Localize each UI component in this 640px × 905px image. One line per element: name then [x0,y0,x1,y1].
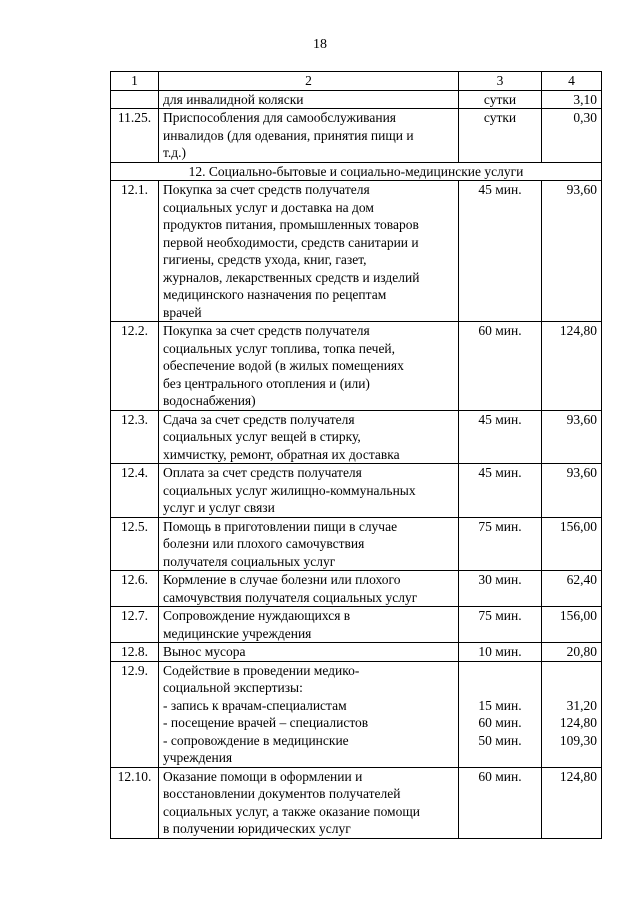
price-value: 93,60 [542,410,602,464]
text-line: Кормление в случае болезни или плохого [163,572,401,587]
text-line: Сдача за счет средств получателя [163,411,355,427]
text-line: медицинского назначения по рецептам [163,287,387,302]
tariff-table [110,71,602,839]
price-value: 156,00 [542,517,602,571]
text-line: Покупка за счет средств получателя [163,182,370,197]
text-line: социальных услуг, а также оказание помощи [163,803,420,819]
table-row [111,607,602,643]
row-number: 12.7. [111,607,159,643]
text-line: Покупка за счет средств получателя [163,323,370,338]
service-name [159,410,459,464]
duration-unit: 60 мин. [459,322,542,411]
text-line: гигиены, средств ухода, книг, газет, [163,252,367,267]
row-number: 12.2. [111,322,159,411]
table-row [111,643,602,662]
text-line: т.д.) [163,145,186,160]
column-header-3: 3 [459,72,542,91]
row-number: 12.4. [111,464,159,518]
text-line: социальных услуг вещей в стирку, [163,429,361,444]
text-line: Приспособления для самообслуживания [163,110,397,125]
service-name [159,322,459,411]
row-number: 12.5. [111,517,159,571]
table-row [111,181,602,322]
text-line: учреждения [163,750,233,765]
price-value: 3,10 [542,90,602,109]
duration-unit: 10 мин. [459,643,542,662]
duration-unit: 75 мин. [459,517,542,571]
text-line: Содействие в проведении медико- [163,662,360,678]
text-line: социальной экспертизы: [163,680,303,695]
table-header-row [111,72,602,91]
service-name [159,571,459,607]
service-name [159,661,459,767]
text-line: болезни или плохого самочувствия [163,536,365,551]
table-row-11-25 [111,109,602,163]
row-number: 11.25. [111,109,159,163]
duration-unit: сутки [459,90,542,109]
service-name [159,464,459,518]
text-line: получателя социальных услуг [163,553,336,569]
service-name [159,767,459,838]
price-value: 93,60 [542,464,602,518]
duration-unit: 45 мин. [459,410,542,464]
text-line: продуктов питания, промышленных товаров [163,217,419,232]
text-line: водоснабжения) [163,393,256,408]
text-line: первой необходимости, средств санитарии и [163,234,419,250]
sub-item-price: 124,80 [559,715,597,730]
column-header-2: 2 [159,72,459,91]
text-line: журналов, лекарственных средств и изделий [163,269,420,285]
service-name [159,517,459,571]
row-number: 12.9. [111,661,159,767]
sub-item-label: - запись к врачам-специалистам [163,697,347,713]
text-line: социальных услуг и доставка на дом [163,199,374,215]
text-line: обеспечение водой (в жилых помещениях [163,358,404,373]
text-line: самочувствия получателя социальных услуг [163,589,418,605]
row-number [111,90,159,109]
section-row [111,162,602,181]
text-line: химчистку, ремонт, обратная их доставка [163,446,400,462]
row-number: 12.10. [111,767,159,838]
text-line: восстановлении документов получателей [163,786,401,801]
price-value: 124,80 [542,767,602,838]
duration-unit: сутки [459,109,542,163]
text-line: социальных услуг жилищно-коммунальных [163,482,416,498]
text-line: Оплата за счет средств получателя [163,465,362,480]
section-heading: 12. Социально-бытовые и социально-медицинские услуги [111,162,602,181]
text-line: Сопровождение нуждающихся в [163,608,351,623]
price-value: 62,40 [542,571,602,607]
text-line: услуг и услуг связи [163,500,275,515]
text-line: для инвалидной коляски [163,91,304,107]
table-row-12-10 [111,767,602,838]
duration-unit: 45 мин. [459,181,542,322]
row-number: 12.3. [111,410,159,464]
line-spacer [463,662,537,680]
sub-item-label: - посещение врачей – специалистов [163,715,369,730]
service-name [159,90,459,109]
table-row [111,410,602,464]
line-spacer [546,679,597,697]
duration-unit: 30 мин. [459,571,542,607]
price-value: 0,30 [542,109,602,163]
text-line: в получении юридических услуг [163,821,351,836]
sub-item-unit: 50 мин. [478,732,522,748]
table-row [111,464,602,518]
duration-unit [459,661,542,767]
text-line: Помощь в приготовлении пищи в случае [163,518,398,534]
text-line: социальных услуг топлива, топка печей, [163,340,396,356]
sub-item-label: - сопровождение в медицинские [163,732,349,748]
table-row-12-9 [111,661,602,767]
service-name [159,109,459,163]
text-line: инвалидов (для одевания, принятия пищи и [163,127,414,143]
price-value [542,661,602,767]
service-name [159,607,459,643]
sub-item-price: 31,20 [566,697,597,713]
table-row-continuation [111,90,602,109]
text-line: Вынос мусора [163,644,246,659]
column-header-4: 4 [542,72,602,91]
duration-unit: 60 мин. [459,767,542,838]
row-number: 12.1. [111,181,159,322]
price-value: 124,80 [542,322,602,411]
text-line: медицинские учреждения [163,625,312,641]
text-line: без центрального отопления и (или) [163,375,370,391]
column-header-1: 1 [111,72,159,91]
line-spacer [463,679,537,697]
row-number: 12.6. [111,571,159,607]
duration-unit: 45 мин. [459,464,542,518]
price-value: 156,00 [542,607,602,643]
text-line: врачей [163,304,202,320]
line-spacer [546,662,597,680]
price-value: 93,60 [542,181,602,322]
service-name [159,181,459,322]
table-row [111,322,602,411]
row-number: 12.8. [111,643,159,662]
sub-item-unit: 15 мин. [478,697,522,713]
service-name [159,643,459,662]
page-number: 18 [313,37,327,52]
duration-unit: 75 мин. [459,607,542,643]
sub-item-price: 109,30 [559,732,597,748]
sub-item-unit: 60 мин. [478,715,522,730]
text-line: Оказание помощи в оформлении и [163,768,363,784]
table-row [111,571,602,607]
table-row [111,517,602,571]
price-value: 20,80 [542,643,602,662]
